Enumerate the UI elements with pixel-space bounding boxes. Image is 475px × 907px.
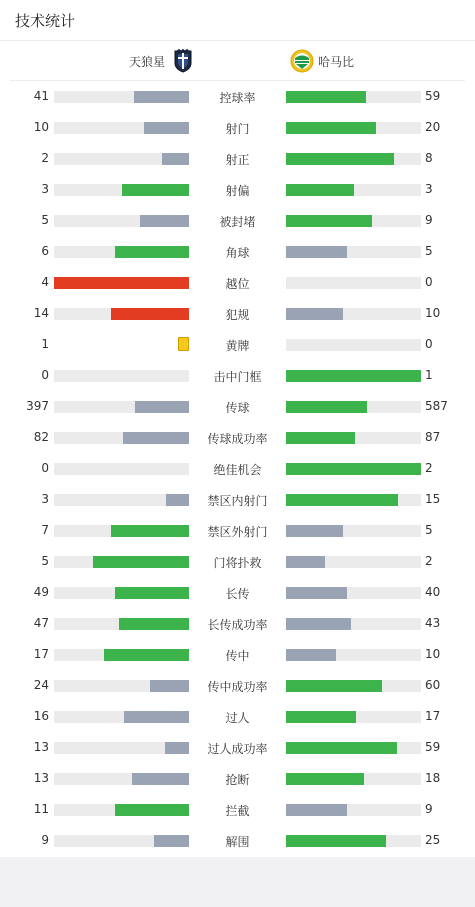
away-stat-bar-fill	[286, 184, 354, 196]
away-stat-value: 0	[425, 275, 433, 289]
home-stat-bar-fill	[124, 711, 189, 723]
home-stat-value: 13	[33, 771, 49, 785]
home-stat-bar-fill	[165, 742, 189, 754]
away-stat-value: 2	[425, 461, 433, 475]
stat-row	[0, 763, 475, 794]
away-stat-value: 15	[425, 492, 441, 506]
home-stat-value: 1	[41, 337, 49, 351]
stat-row	[0, 794, 475, 825]
home-stat-bar	[54, 556, 189, 568]
home-stat-bar-fill	[123, 432, 189, 444]
home-stat-bar-fill	[115, 587, 189, 599]
home-stat-bar-fill	[104, 649, 189, 661]
home-stat-value: 41	[33, 89, 49, 103]
home-stat-bar	[54, 804, 189, 816]
away-stat-value: 10	[425, 306, 441, 320]
home-stat-bar-fill	[140, 215, 189, 227]
stat-label: 过人	[225, 711, 250, 725]
home-stat-bar-fill	[115, 804, 189, 816]
away-stat-value: 87	[425, 430, 441, 444]
home-stat-bar-fill	[54, 277, 189, 289]
stat-row	[0, 174, 475, 205]
home-stat-bar-fill	[135, 401, 189, 413]
away-stat-value: 9	[425, 213, 433, 227]
stat-label: 射偏	[225, 184, 250, 198]
away-stat-value: 9	[425, 802, 433, 816]
stat-row	[0, 205, 475, 236]
home-stat-bar-fill	[144, 122, 189, 134]
away-stat-value: 17	[425, 709, 441, 723]
home-stat-bar	[54, 525, 189, 537]
away-stat-value: 20	[425, 120, 441, 134]
away-stat-bar	[286, 494, 421, 506]
home-stat-bar-fill	[134, 91, 189, 103]
stat-row	[0, 391, 475, 422]
stat-label: 门将扑救	[213, 556, 262, 570]
home-stat-bar	[54, 215, 189, 227]
home-stat-value: 10	[33, 120, 49, 134]
away-stat-value: 18	[425, 771, 441, 785]
stat-row	[0, 825, 475, 856]
home-stat-bar	[54, 742, 189, 754]
away-stat-bar-fill	[286, 742, 397, 754]
away-stat-bar	[286, 587, 421, 599]
home-stat-bar-fill	[132, 773, 189, 785]
away-team-name: 哈马比	[318, 54, 355, 69]
away-stat-bar	[286, 246, 421, 258]
home-stat-bar	[54, 463, 189, 475]
stat-row	[0, 360, 475, 391]
home-stat-bar	[54, 401, 189, 413]
stat-label: 射正	[225, 153, 250, 167]
home-stat-bar	[54, 153, 189, 165]
away-stat-bar	[286, 680, 421, 692]
stat-row	[0, 577, 475, 608]
away-stat-value: 587	[425, 399, 448, 413]
stat-label: 传中成功率	[207, 680, 268, 694]
stat-label: 黄牌	[225, 339, 250, 353]
away-stat-bar-fill	[286, 401, 367, 413]
away-stat-value: 60	[425, 678, 441, 692]
stat-label: 控球率	[219, 91, 256, 105]
stat-row	[0, 546, 475, 577]
stat-row	[0, 81, 475, 112]
stat-row	[0, 298, 475, 329]
away-stat-bar	[286, 742, 421, 754]
stat-row	[0, 608, 475, 639]
stat-label: 长传	[225, 587, 250, 601]
stat-row	[0, 112, 475, 143]
away-stat-value: 0	[425, 337, 433, 351]
home-stat-bar	[54, 339, 189, 351]
home-stat-bar-fill	[111, 308, 189, 320]
home-stat-bar	[54, 711, 189, 723]
away-stat-bar-fill	[286, 432, 355, 444]
away-stat-bar-fill	[286, 773, 364, 785]
stat-row	[0, 670, 475, 701]
home-stat-value: 5	[41, 213, 49, 227]
away-stat-bar-fill	[286, 649, 336, 661]
home-stat-bar	[54, 680, 189, 692]
stat-label: 过人成功率	[207, 742, 268, 756]
away-stat-value: 5	[425, 523, 433, 537]
away-stat-bar	[286, 835, 421, 847]
home-stat-bar	[54, 432, 189, 444]
stat-row	[0, 639, 475, 670]
home-stat-value: 11	[33, 802, 49, 816]
home-stat-bar	[54, 91, 189, 103]
away-stat-value: 40	[425, 585, 441, 599]
away-stat-bar	[286, 370, 421, 382]
home-stat-value: 3	[41, 492, 49, 506]
away-stat-bar	[286, 432, 421, 444]
away-stat-value: 43	[425, 616, 441, 630]
stat-label: 禁区外射门	[207, 525, 268, 539]
stat-label: 传中	[225, 649, 250, 663]
home-stat-bar-fill	[122, 184, 190, 196]
hammarby-crest-icon	[290, 49, 314, 73]
home-stat-value: 17	[33, 647, 49, 661]
away-stat-bar	[286, 804, 421, 816]
home-stat-bar-fill	[162, 153, 189, 165]
home-stat-value: 2	[41, 151, 49, 165]
home-stat-value: 82	[33, 430, 49, 444]
away-stat-bar-fill	[286, 494, 398, 506]
away-stat-bar-fill	[286, 122, 376, 134]
sirius-shield-icon	[171, 49, 195, 73]
away-stat-bar-fill	[286, 308, 343, 320]
away-stat-bar	[286, 649, 421, 661]
home-stat-value: 3	[41, 182, 49, 196]
stat-label: 长传成功率	[207, 618, 268, 632]
home-stat-value: 14	[33, 306, 49, 320]
stat-label: 角球	[225, 246, 250, 260]
stat-label: 传球	[225, 401, 250, 415]
home-stat-bar-fill	[150, 680, 189, 692]
stat-row	[0, 732, 475, 763]
away-stat-value: 8	[425, 151, 433, 165]
away-stat-bar-fill	[286, 680, 382, 692]
away-stat-bar	[286, 122, 421, 134]
away-stat-value: 5	[425, 244, 433, 258]
stat-label: 被封堵	[219, 215, 256, 229]
yellow-card-icon	[178, 337, 189, 351]
stat-label: 传球成功率	[207, 432, 268, 446]
away-stat-bar-fill	[286, 246, 347, 258]
home-stat-bar-fill	[154, 835, 189, 847]
home-stat-value: 13	[33, 740, 49, 754]
stat-row	[0, 484, 475, 515]
home-stat-bar	[54, 494, 189, 506]
away-stat-bar	[286, 556, 421, 568]
away-stat-bar-fill	[286, 153, 394, 165]
stat-row	[0, 515, 475, 546]
away-stat-bar	[286, 463, 421, 475]
away-stat-bar-fill	[286, 556, 325, 568]
home-stat-bar	[54, 835, 189, 847]
away-stat-bar	[286, 401, 421, 413]
away-stat-bar	[286, 91, 421, 103]
stat-row	[0, 236, 475, 267]
stat-label: 抢断	[225, 773, 250, 787]
away-stat-bar	[286, 277, 421, 289]
away-team[interactable]	[290, 49, 354, 73]
home-stat-bar	[54, 308, 189, 320]
home-stat-bar	[54, 277, 189, 289]
away-stat-bar-fill	[286, 91, 366, 103]
away-stat-bar	[286, 773, 421, 785]
away-stat-bar-fill	[286, 215, 372, 227]
away-stat-bar	[286, 184, 421, 196]
home-stat-value: 9	[41, 833, 49, 847]
away-stat-bar	[286, 618, 421, 630]
away-stat-value: 1	[425, 368, 433, 382]
stat-row	[0, 701, 475, 732]
home-stat-bar-fill	[115, 246, 189, 258]
stat-row	[0, 329, 475, 360]
home-stat-bar	[54, 246, 189, 258]
home-stat-bar-fill	[166, 494, 189, 506]
stat-row	[0, 267, 475, 298]
header	[0, 0, 475, 41]
away-stat-bar-fill	[286, 835, 386, 847]
away-stat-value: 59	[425, 740, 441, 754]
stat-row	[0, 422, 475, 453]
home-stat-bar-fill	[93, 556, 189, 568]
home-stat-bar	[54, 618, 189, 630]
stat-label: 犯规	[225, 308, 250, 322]
away-stat-bar	[286, 153, 421, 165]
home-stat-bar	[54, 773, 189, 785]
home-stat-bar	[54, 122, 189, 134]
home-stat-value: 49	[33, 585, 49, 599]
stat-label: 绝佳机会	[213, 463, 262, 477]
home-stat-bar	[54, 184, 189, 196]
stat-label: 射门	[225, 122, 250, 136]
away-stat-bar	[286, 308, 421, 320]
away-stat-bar-fill	[286, 525, 343, 537]
home-stat-value: 0	[41, 461, 49, 475]
teams-header	[10, 41, 465, 81]
away-stat-bar-fill	[286, 587, 347, 599]
away-stat-bar	[286, 339, 421, 351]
away-stat-value: 25	[425, 833, 441, 847]
home-stat-value: 5	[41, 554, 49, 568]
home-team[interactable]	[129, 49, 195, 73]
home-stat-value: 7	[41, 523, 49, 537]
page-title: 技术统计	[15, 11, 76, 30]
home-stat-bar	[54, 370, 189, 382]
stat-label: 拦截	[225, 804, 250, 818]
stat-label: 解围	[225, 835, 250, 849]
away-stat-bar	[286, 525, 421, 537]
away-stat-value: 2	[425, 554, 433, 568]
home-stat-bar	[54, 649, 189, 661]
home-stat-value: 397	[26, 399, 49, 413]
away-stat-bar-fill	[286, 711, 356, 723]
away-stat-bar-fill	[286, 370, 421, 382]
home-stat-value: 47	[33, 616, 49, 630]
home-team-name: 天狼星	[128, 54, 165, 69]
away-stat-bar-fill	[286, 463, 421, 475]
home-stat-bar	[54, 587, 189, 599]
away-stat-bar-fill	[286, 804, 347, 816]
away-stat-bar	[286, 215, 421, 227]
stat-row	[0, 453, 475, 484]
home-stat-value: 4	[41, 275, 49, 289]
home-stat-value: 24	[33, 678, 49, 692]
away-stat-value: 10	[425, 647, 441, 661]
stat-row	[0, 143, 475, 174]
home-stat-bar-fill	[119, 618, 189, 630]
stat-label: 击中门框	[213, 370, 262, 384]
stat-label: 禁区内射门	[207, 494, 268, 508]
away-stat-value: 3	[425, 182, 433, 196]
stat-label: 越位	[225, 277, 250, 291]
home-stat-value: 0	[41, 368, 49, 382]
away-stat-value: 59	[425, 89, 441, 103]
away-stat-bar	[286, 711, 421, 723]
home-stat-value: 6	[41, 244, 49, 258]
away-stat-bar-fill	[286, 618, 351, 630]
stats-list	[0, 81, 475, 856]
home-stat-bar-fill	[111, 525, 189, 537]
home-stat-value: 16	[33, 709, 49, 723]
